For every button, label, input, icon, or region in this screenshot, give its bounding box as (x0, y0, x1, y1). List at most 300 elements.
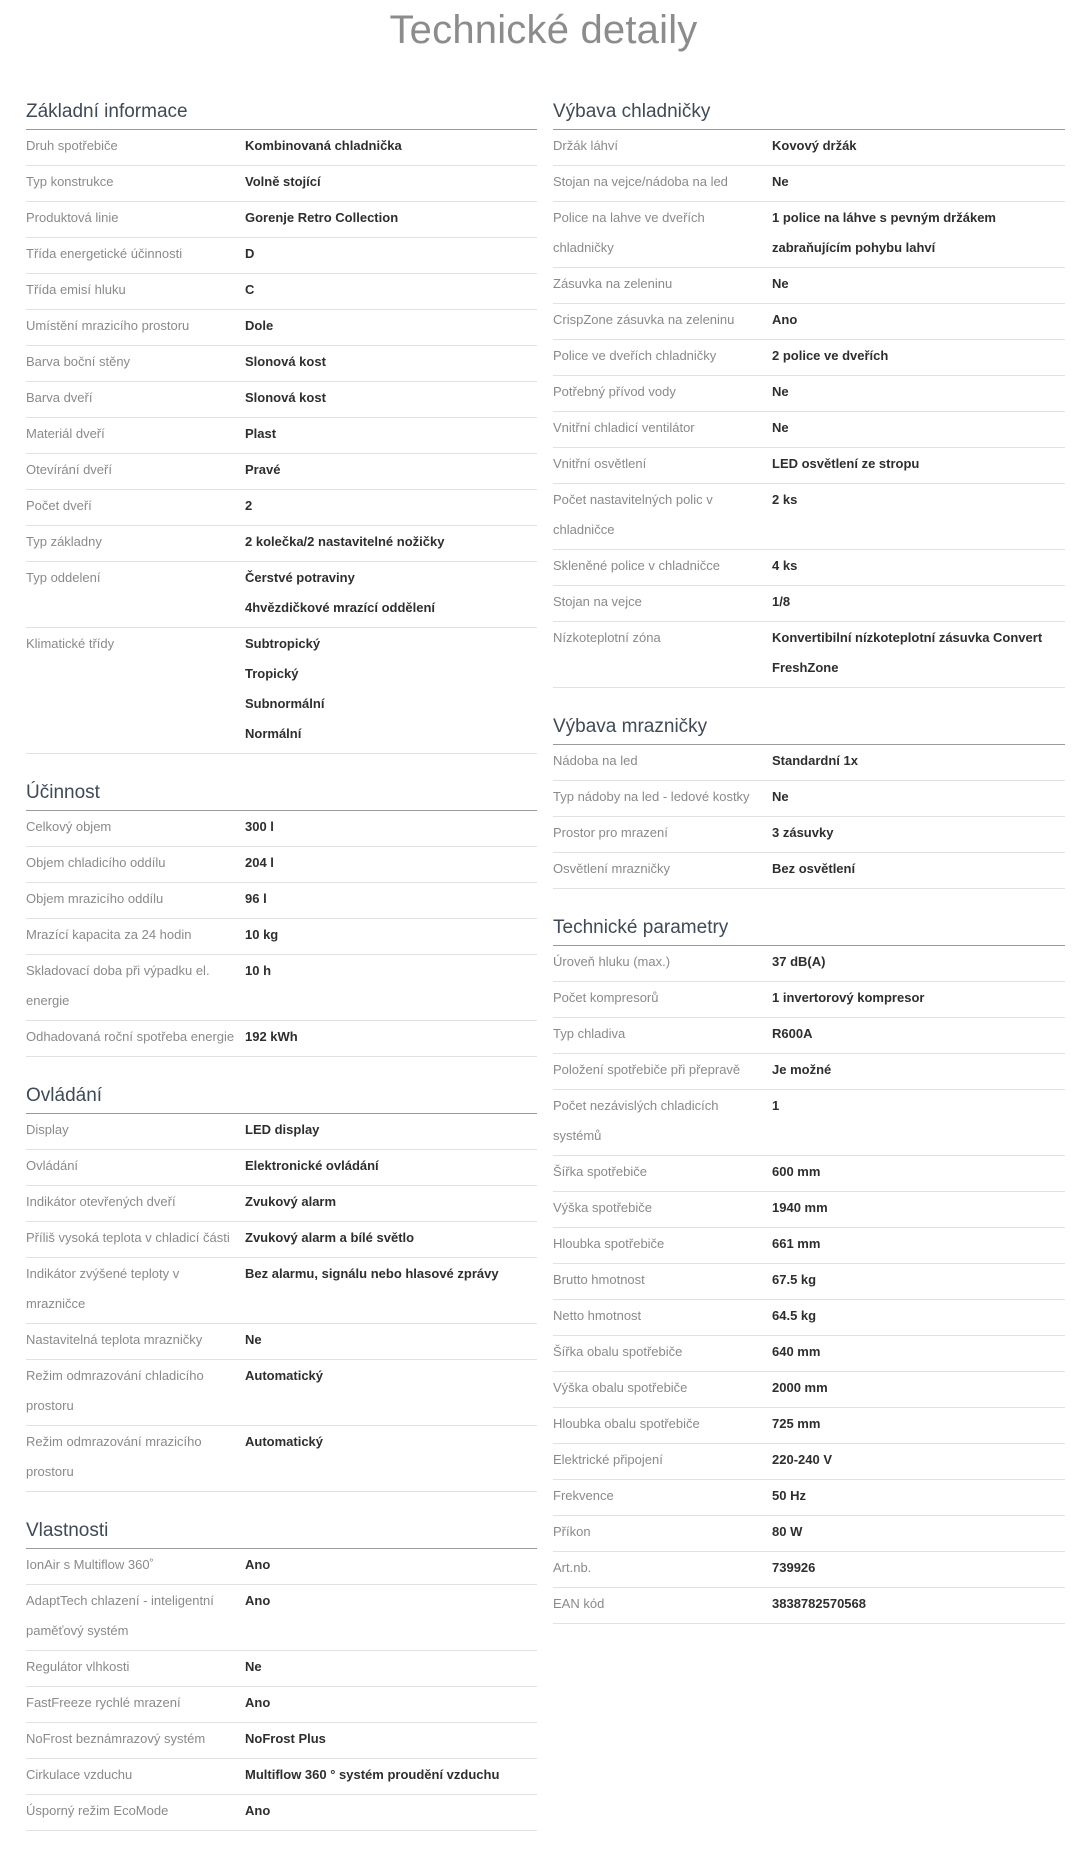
spec-value (772, 1229, 1065, 1259)
spec-row (553, 781, 1065, 817)
spec-label: Brutto hmotnost (553, 1272, 645, 1287)
spec-row (26, 1258, 537, 1324)
spec-label: IonAir s Multiflow 360˚ (26, 1557, 154, 1572)
spec-row (553, 745, 1065, 781)
spec-value (245, 1223, 537, 1253)
spec-row (26, 1426, 537, 1492)
spec-value (245, 1022, 537, 1052)
spec-label: AdaptTech chlazení - inteligentní paměťový systém (26, 1593, 214, 1638)
spec-value (772, 1445, 1065, 1475)
spec-label: EAN kód (553, 1596, 605, 1611)
spec-value-line: 1 police na láhve s pevným držákem zabraňujícím pohybu lahví (772, 210, 996, 255)
spec-value (245, 311, 537, 341)
spec-value (245, 1427, 537, 1487)
spec-row (26, 310, 537, 346)
spec-value (772, 1193, 1065, 1223)
spec-value (245, 167, 537, 197)
spec-label: Police ve dveřích chladničky (553, 348, 717, 363)
spec-value (245, 239, 537, 269)
spec-value (772, 746, 1065, 776)
spec-label: Hloubka spotřebiče (553, 1236, 665, 1251)
spec-value-line: 640 mm (772, 1344, 821, 1359)
spec-label: FastFreeze rychlé mrazení (26, 1695, 181, 1710)
spec-value (245, 131, 537, 161)
spec-section-vlastnosti (26, 1515, 537, 1831)
spec-label: Třída emisí hluku (26, 282, 126, 297)
spec-value (772, 413, 1065, 443)
spec-value (772, 983, 1065, 1013)
spec-value (772, 485, 1065, 545)
spec-value (772, 1091, 1065, 1151)
spec-value-line: R600A (772, 1026, 813, 1041)
spec-label: Druh spotřebiče (26, 138, 118, 153)
spec-value-line: 10 kg (245, 927, 279, 942)
spec-value-line: 80 W (772, 1524, 803, 1539)
spec-row (26, 1723, 537, 1759)
spec-row (553, 622, 1065, 688)
spec-value-line: Čerstvé potraviny (245, 570, 355, 585)
spec-row (26, 1222, 537, 1258)
spec-row (26, 238, 537, 274)
spec-value (772, 854, 1065, 884)
spec-label: Indikátor otevřených dveří (26, 1194, 176, 1209)
section-title: Technické parametry (553, 912, 1065, 946)
spec-label: Typ oddelení (26, 570, 101, 585)
spec-value (772, 1553, 1065, 1583)
spec-row (26, 202, 537, 238)
spec-value-line: Ano (245, 1803, 271, 1818)
spec-value-line: Automatický (245, 1434, 324, 1449)
spec-value-line: 1940 mm (772, 1200, 828, 1215)
spec-row (553, 1480, 1065, 1516)
section-title: Účinnost (26, 777, 537, 811)
spec-row (553, 1228, 1065, 1264)
spec-label: Typ základny (26, 534, 102, 549)
spec-value (245, 1115, 537, 1145)
spec-label: Nádoba na led (553, 753, 638, 768)
spec-label: Display (26, 1122, 69, 1137)
spec-value-line: 600 mm (772, 1164, 821, 1179)
spec-row (553, 376, 1065, 412)
spec-row (26, 1324, 537, 1360)
spec-row (553, 1192, 1065, 1228)
spec-value (772, 377, 1065, 407)
spec-value-line: Ne (245, 1659, 262, 1674)
spec-value (245, 1652, 537, 1682)
spec-value-line: Bez alarmu, signálu nebo hlasové zprávy (245, 1266, 499, 1281)
spec-value-line: Ne (772, 384, 789, 399)
spec-row (26, 955, 537, 1021)
spec-value-line: 2 (245, 498, 253, 513)
spec-value-line: 2 police ve dveřích (772, 348, 889, 363)
spec-row (553, 130, 1065, 166)
spec-value-line: Slonová kost (245, 390, 326, 405)
spec-value-line: Ano (245, 1557, 271, 1572)
spec-row (26, 1651, 537, 1687)
spec-row (553, 1552, 1065, 1588)
spec-row (553, 1156, 1065, 1192)
spec-section-ucinnost (26, 777, 537, 1057)
spec-value-line: NoFrost Plus (245, 1731, 326, 1746)
spec-label: Výška obalu spotřebiče (553, 1380, 688, 1395)
spec-label: Produktová linie (26, 210, 119, 225)
spec-value (772, 203, 1065, 263)
spec-row (26, 1360, 537, 1426)
page-title: Technické detaily (389, 8, 698, 52)
spec-value-line: LED display (245, 1122, 320, 1137)
spec-value (245, 1760, 537, 1790)
spec-value-line: Dole (245, 318, 274, 333)
spec-label: Skleněné police v chladničce (553, 558, 720, 573)
spec-row (553, 304, 1065, 340)
spec-row (553, 1018, 1065, 1054)
spec-value-line: Ano (772, 312, 798, 327)
spec-row (553, 1588, 1065, 1624)
spec-row (553, 1444, 1065, 1480)
spec-value (772, 1373, 1065, 1403)
spec-value (772, 1481, 1065, 1511)
spec-label: Regulátor vlhkosti (26, 1659, 130, 1674)
spec-row (26, 274, 537, 310)
spec-value (245, 848, 537, 878)
spec-row (553, 1054, 1065, 1090)
spec-label: Počet nastavitelných polic v chladničce (553, 492, 713, 537)
spec-row (26, 454, 537, 490)
spec-value-line: Normální (245, 726, 302, 741)
spec-value-line: Ano (245, 1695, 271, 1710)
spec-row (26, 1150, 537, 1186)
spec-label: Netto hmotnost (553, 1308, 642, 1323)
spec-value (772, 341, 1065, 371)
spec-section-zakladni-informace (26, 96, 537, 754)
spec-row (553, 202, 1065, 268)
spec-label: Indikátor zvýšené teploty v mrazničce (26, 1266, 180, 1311)
spec-value (245, 1688, 537, 1718)
spec-value-line: 10 h (245, 963, 272, 978)
spec-row (26, 1021, 537, 1057)
spec-label: Třída energetické účinnosti (26, 246, 183, 261)
spec-row (26, 418, 537, 454)
spec-value-line: Subtropický (245, 636, 321, 651)
spec-value (772, 1055, 1065, 1085)
spec-value-line: Pravé (245, 462, 281, 477)
spec-value-line: Volně stojící (245, 174, 321, 189)
spec-label: Šířka spotřebiče (553, 1164, 647, 1179)
spec-value (245, 275, 537, 305)
spec-label: Úsporný režim EcoMode (26, 1803, 169, 1818)
spec-label: Odhadovaná roční spotřeba energie (26, 1029, 235, 1044)
spec-label: Vnitřní chladicí ventilátor (553, 420, 695, 435)
spec-label: Stojan na vejce (553, 594, 642, 609)
spec-value (245, 812, 537, 842)
spec-value-line: Tropický (245, 666, 299, 681)
spec-value-line: C (245, 282, 255, 297)
spec-section-technicke-parametry (553, 912, 1065, 1624)
spec-label: Nastavitelná teplota mrazničky (26, 1332, 203, 1347)
spec-value-line: Standardní 1x (772, 753, 858, 768)
spec-label: Počet kompresorů (553, 990, 659, 1005)
spec-section-ovladani (26, 1080, 537, 1492)
spec-value (245, 1550, 537, 1580)
spec-value-line: Ne (772, 174, 789, 189)
spec-value (245, 1187, 537, 1217)
spec-value-line: 1 invertorový kompresor (772, 990, 925, 1005)
spec-row (553, 484, 1065, 550)
spec-label: Režim odmrazování mrazicího prostoru (26, 1434, 202, 1479)
spec-value-line: 37 dB(A) (772, 954, 826, 969)
spec-value (245, 629, 537, 749)
spec-row (553, 1090, 1065, 1156)
spec-value (245, 1586, 537, 1646)
spec-row (553, 586, 1065, 622)
spec-value (772, 947, 1065, 977)
spec-row (553, 853, 1065, 889)
spec-label: Příkon (553, 1524, 591, 1539)
spec-label: Zásuvka na zeleninu (553, 276, 673, 291)
spec-row (553, 1408, 1065, 1444)
spec-value (772, 1517, 1065, 1547)
spec-section-vybava-chladnicky (553, 96, 1065, 688)
spec-value-line: Automatický (245, 1368, 324, 1383)
spec-row (26, 526, 537, 562)
spec-row (26, 628, 537, 754)
spec-label: Úroveň hluku (max.) (553, 954, 671, 969)
spec-label: Nízkoteplotní zóna (553, 630, 661, 645)
spec-row (553, 817, 1065, 853)
spec-value-line: 4 ks (772, 558, 798, 573)
spec-value (772, 587, 1065, 617)
spec-value-line: Elektronické ovládání (245, 1158, 379, 1173)
spec-value-line: 64.5 kg (772, 1308, 817, 1323)
spec-row (553, 1336, 1065, 1372)
spec-row (553, 1264, 1065, 1300)
spec-label: Materiál dveří (26, 426, 105, 441)
spec-value (245, 203, 537, 233)
spec-label: Otevírání dveří (26, 462, 112, 477)
spec-value (772, 1589, 1065, 1619)
spec-value (772, 1157, 1065, 1187)
spec-label: Položení spotřebiče při přepravě (553, 1062, 741, 1077)
spec-label: Objem chladicího oddílu (26, 855, 166, 870)
spec-value-line: Gorenje Retro Collection (245, 210, 399, 225)
spec-value (245, 383, 537, 413)
spec-value-line: Kombinovaná chladnička (245, 138, 402, 153)
spec-value-line: Je možné (772, 1062, 832, 1077)
spec-value (772, 818, 1065, 848)
spec-value-line: 96 l (245, 891, 267, 906)
spec-value-line: Bez osvětlení (772, 861, 856, 876)
spec-row (26, 847, 537, 883)
section-title: Výbava chladničky (553, 96, 1065, 130)
spec-value-line: 204 l (245, 855, 274, 870)
spec-row (553, 268, 1065, 304)
spec-row (553, 946, 1065, 982)
spec-value (772, 131, 1065, 161)
spec-section-vybava-mraznicky (553, 711, 1065, 889)
spec-row (26, 1759, 537, 1795)
spec-row (553, 1372, 1065, 1408)
spec-value-line: Kovový držák (772, 138, 857, 153)
spec-value (772, 269, 1065, 299)
spec-label: Umístění mrazicího prostoru (26, 318, 190, 333)
spec-value-line: 739926 (772, 1560, 816, 1575)
spec-row (553, 1300, 1065, 1336)
spec-value-line: 50 Hz (772, 1488, 806, 1503)
spec-value (245, 884, 537, 914)
spec-value (245, 491, 537, 521)
spec-label: Počet nezávislých chladicích systémů (553, 1098, 719, 1143)
spec-label: Počet dveří (26, 498, 92, 513)
spec-label: Šířka obalu spotřebiče (553, 1344, 683, 1359)
spec-value (245, 956, 537, 1016)
right-column (553, 96, 1065, 1647)
spec-value-line: Zvukový alarm a bílé světlo (245, 1230, 415, 1245)
spec-row (26, 346, 537, 382)
spec-value-line: 3838782570568 (772, 1596, 866, 1611)
spec-value-line: Subnormální (245, 696, 325, 711)
spec-value (245, 527, 537, 557)
spec-row (26, 562, 537, 628)
spec-value-line: Ano (245, 1593, 271, 1608)
spec-label: Objem mrazicího oddílu (26, 891, 164, 906)
spec-row (553, 550, 1065, 586)
spec-value-line: Konvertibilní nízkoteplotní zásuvka Convert FreshZone (772, 630, 1043, 675)
spec-label: Prostor pro mrazení (553, 825, 668, 840)
spec-label: Režim odmrazování chladicího prostoru (26, 1368, 204, 1413)
spec-value (772, 782, 1065, 812)
spec-label: Barva dveří (26, 390, 93, 405)
spec-value-line: 725 mm (772, 1416, 821, 1431)
spec-label: Osvětlení mrazničky (553, 861, 671, 876)
section-title: Výbava mrazničky (553, 711, 1065, 745)
section-title: Základní informace (26, 96, 537, 130)
spec-row (553, 982, 1065, 1018)
spec-value-line: 2 ks (772, 492, 798, 507)
spec-label: Držák láhví (553, 138, 619, 153)
spec-row (26, 130, 537, 166)
spec-value (772, 167, 1065, 197)
spec-label: Příliš vysoká teplota v chladicí části (26, 1230, 230, 1245)
spec-row (26, 883, 537, 919)
spec-value-line: Ne (245, 1332, 262, 1347)
spec-label: Celkový objem (26, 819, 112, 834)
spec-value (772, 1409, 1065, 1439)
spec-value-line: D (245, 246, 255, 261)
spec-row (26, 811, 537, 847)
spec-label: CrispZone zásuvka na zeleninu (553, 312, 735, 327)
spec-value (772, 623, 1065, 683)
spec-row (26, 1114, 537, 1150)
spec-value (245, 1796, 537, 1826)
spec-value (772, 1301, 1065, 1331)
spec-label: Frekvence (553, 1488, 614, 1503)
spec-value-line: Slonová kost (245, 354, 326, 369)
spec-value-line: Plast (245, 426, 277, 441)
spec-value-line: 1/8 (772, 594, 791, 609)
spec-value-line: 67.5 kg (772, 1272, 817, 1287)
spec-value-line: Ne (772, 276, 789, 291)
spec-label: Vnitřní osvětlení (553, 456, 647, 471)
spec-label: Ovládání (26, 1158, 79, 1173)
spec-value-line: 300 l (245, 819, 274, 834)
spec-value (245, 347, 537, 377)
spec-row (26, 1585, 537, 1651)
spec-value (772, 305, 1065, 335)
spec-value (245, 455, 537, 485)
spec-row (26, 1186, 537, 1222)
spec-row (26, 1549, 537, 1585)
spec-value-line: 3 zásuvky (772, 825, 834, 840)
spec-value (772, 1337, 1065, 1367)
spec-row (26, 1795, 537, 1831)
spec-label: Skladovací doba při výpadku el. energie (26, 963, 210, 1008)
spec-label: Typ konstrukce (26, 174, 114, 189)
spec-row (26, 919, 537, 955)
spec-value (772, 1265, 1065, 1295)
left-column (26, 96, 537, 1854)
spec-label: Police na lahve ve dveřích chladničky (553, 210, 705, 255)
spec-value-line: Zvukový alarm (245, 1194, 337, 1209)
spec-value (245, 419, 537, 449)
spec-value (245, 1361, 537, 1421)
spec-value (245, 920, 537, 950)
spec-value (245, 1724, 537, 1754)
spec-value-line: Multiflow 360 ° systém proudění vzduchu (245, 1767, 500, 1782)
spec-value-line: 661 mm (772, 1236, 821, 1251)
spec-row (553, 448, 1065, 484)
spec-label: Typ nádoby na led - ledové kostky (553, 789, 750, 804)
spec-row (553, 412, 1065, 448)
spec-label: Stojan na vejce/nádoba na led (553, 174, 728, 189)
spec-row (26, 490, 537, 526)
spec-value-line: 2000 mm (772, 1380, 828, 1395)
spec-value-line: 192 kWh (245, 1029, 298, 1044)
spec-row (553, 166, 1065, 202)
spec-label: Barva boční stěny (26, 354, 131, 369)
spec-value (772, 1019, 1065, 1049)
spec-value (245, 1259, 537, 1319)
spec-label: Cirkulace vzduchu (26, 1767, 133, 1782)
spec-row (26, 166, 537, 202)
spec-row (553, 1516, 1065, 1552)
section-title: Vlastnosti (26, 1515, 537, 1549)
spec-value-line: Ne (772, 789, 789, 804)
spec-row (553, 340, 1065, 376)
spec-row (26, 382, 537, 418)
spec-label: Typ chladiva (553, 1026, 626, 1041)
spec-value-line: 4hvězdičkové mrazící oddělení (245, 600, 436, 615)
spec-label: Hloubka obalu spotřebiče (553, 1416, 700, 1431)
spec-value-line: Ne (772, 420, 789, 435)
spec-value (245, 563, 537, 623)
spec-value (772, 551, 1065, 581)
spec-label: Výška spotřebiče (553, 1200, 652, 1215)
spec-label: Potřebný přívod vody (553, 384, 676, 399)
spec-value-line: 2 kolečka/2 nastavitelné nožičky (245, 534, 445, 549)
spec-label: Klimatické třídy (26, 636, 115, 651)
spec-label: Mrazící kapacita za 24 hodin (26, 927, 192, 942)
section-title: Ovládání (26, 1080, 537, 1114)
spec-label: Elektrické připojení (553, 1452, 663, 1467)
spec-value (245, 1151, 537, 1181)
spec-label: Art.nb. (553, 1560, 592, 1575)
spec-label: NoFrost beznámrazový systém (26, 1731, 206, 1746)
spec-value (772, 449, 1065, 479)
spec-value-line: 220-240 V (772, 1452, 832, 1467)
spec-value (245, 1325, 537, 1355)
spec-value-line: 1 (772, 1098, 780, 1113)
spec-value-line: LED osvětlení ze stropu (772, 456, 920, 471)
